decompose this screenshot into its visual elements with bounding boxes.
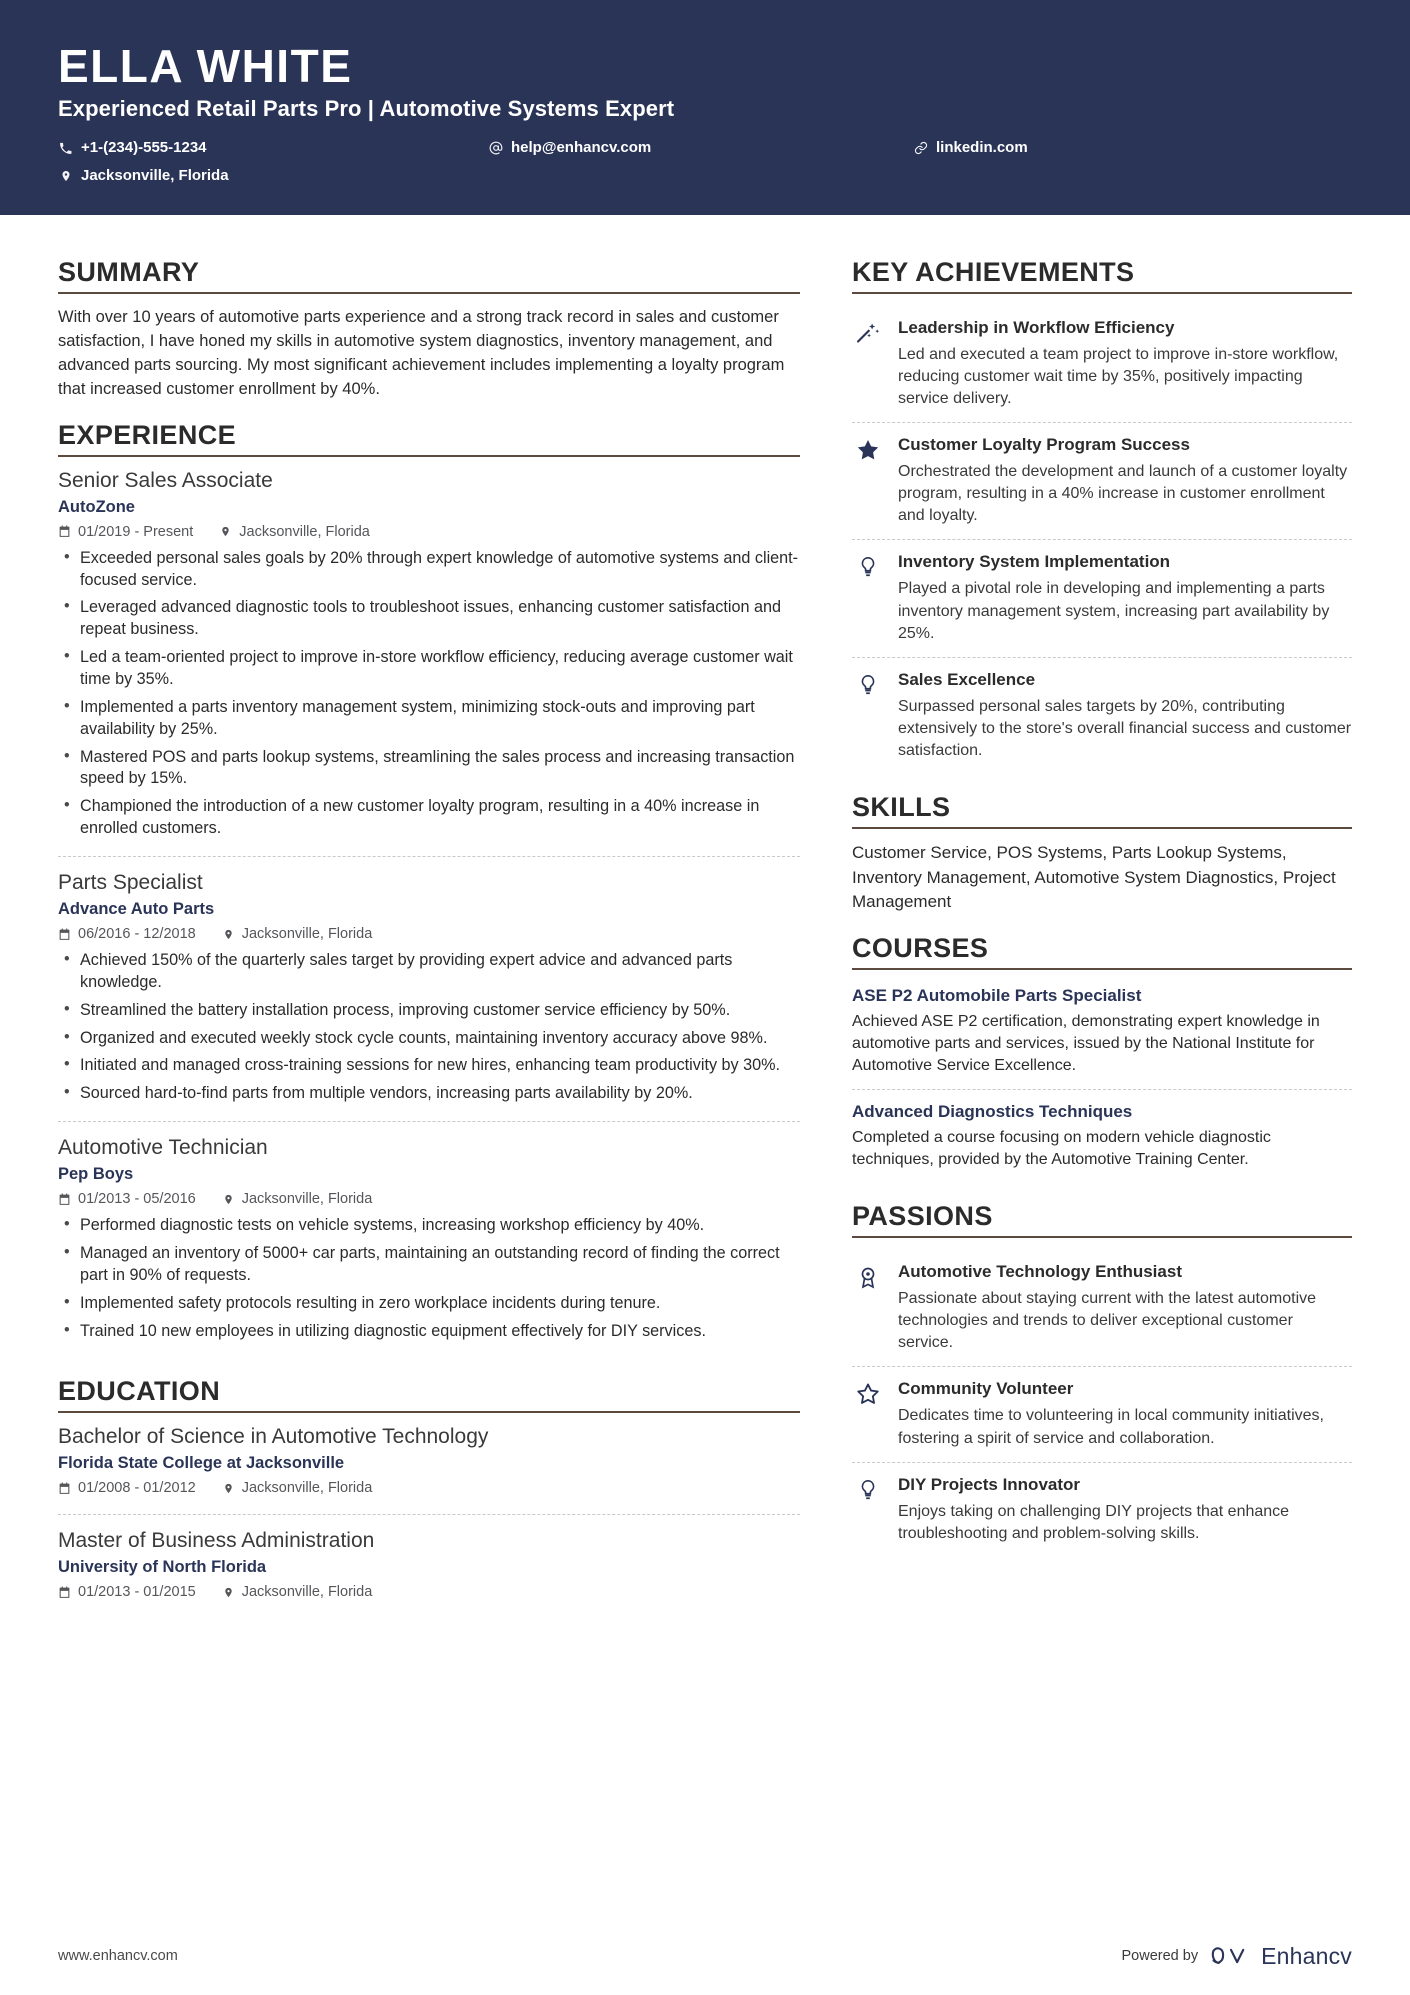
section-divider <box>852 1236 1352 1238</box>
key-achievements-section <box>852 257 1352 774</box>
achievement-title: Leadership in Workflow Efficiency <box>898 318 1175 337</box>
map-pin-icon <box>219 525 232 538</box>
job-location <box>219 524 370 540</box>
course-item <box>852 982 1352 1089</box>
list-item: • Leveraged advanced diagnostic tools to troubleshoot issues, enhancing customer satisfaction and repeat business. <box>80 597 800 641</box>
map-pin-icon <box>222 1482 235 1495</box>
education-meta <box>58 1480 800 1496</box>
school-name: University of North Florida <box>58 1558 267 1577</box>
achievement-description: Led and executed a team project to improve in-store workflow, reducing customer wait time by 35%, positively impacting service delivery. <box>898 346 1339 408</box>
education-dates <box>58 1584 196 1600</box>
powered-by <box>1122 1943 1353 1970</box>
list-item: • Streamlined the battery installation process, improving customer service efficiency by 50%. <box>80 1000 800 1022</box>
education-location-text: Jacksonville, Florida <box>241 1584 373 1601</box>
section-divider <box>58 455 800 457</box>
skills-list: Customer Service, POS Systems, Parts Lookup Systems, Inventory Management, Automotive System Diagnostics, Project Management <box>852 842 1336 912</box>
passions-section <box>852 1201 1352 1557</box>
experience-entry <box>58 469 800 856</box>
job-meta <box>58 524 800 540</box>
summary-text: With over 10 years of automotive parts experience and a strong track record in sales and customer satisfaction, I have honed my skills in automotive system diagnostics, inventory management, and advanced parts sourcing. My most significant achievement includes implementing a loyalty program that increased customer enrollment by 40%. <box>58 308 785 398</box>
job-dates <box>58 926 196 942</box>
magic-wand-icon <box>852 318 884 410</box>
lightbulb-icon <box>852 552 884 644</box>
list-item: • Championed the introduction of a new customer loyalty program, resulting in a 40% increase in enrolled customers. <box>80 796 800 840</box>
education-dates <box>58 1480 196 1496</box>
achievement-description: Surpassed personal sales targets by 20%, contributing extensively to the store's overall financial success and customer satisfaction. <box>898 697 1352 759</box>
calendar-icon <box>58 1482 71 1495</box>
calendar-icon <box>58 1193 71 1206</box>
course-title: Advanced Diagnostics Techniques <box>852 1102 1133 1122</box>
achievement-item <box>852 539 1352 656</box>
education-location-text: Jacksonville, Florida <box>241 1480 373 1497</box>
list-item: • Achieved 150% of the quarterly sales target by providing expert advice and advanced parts knowledge. <box>80 950 800 994</box>
list-item: • Implemented a parts inventory management system, minimizing stock-outs and improving part availability by 25%. <box>80 697 800 741</box>
job-role: Senior Sales Associate <box>58 468 273 492</box>
courses-section <box>852 933 1352 1183</box>
candidate-name: ELLA WHITE <box>58 40 353 92</box>
job-dates <box>58 1191 196 1207</box>
location-text: Jacksonville, Florida <box>81 167 229 185</box>
passion-title: Automotive Technology Enthusiast <box>898 1262 1182 1282</box>
passions-title: PASSIONS <box>852 1201 993 1232</box>
education-location <box>222 1584 373 1600</box>
phone-text: +1-(234)-555-1234 <box>81 139 207 157</box>
map-pin-icon <box>222 928 235 941</box>
contact-location <box>58 164 488 188</box>
degree-name: Bachelor of Science in Automotive Technology <box>58 1425 489 1449</box>
job-location <box>222 1191 373 1207</box>
education-section <box>58 1376 800 1618</box>
list-item: • Performed diagnostic tests on vehicle systems, increasing workshop efficiency by 40%. <box>80 1215 800 1237</box>
resume-footer <box>0 1917 1410 1995</box>
contact-info <box>58 136 1352 192</box>
section-divider <box>58 1411 800 1413</box>
list-item: • Initiated and managed cross-training sessions for new hires, enhancing team productivity by 30%. <box>80 1055 800 1077</box>
star-icon <box>852 435 884 527</box>
education-location <box>222 1480 373 1496</box>
enhancv-logo <box>1210 1943 1352 1970</box>
job-company: Advance Auto Parts <box>58 900 215 918</box>
contact-email[interactable] <box>488 136 913 160</box>
achievement-title: Sales Excellence <box>898 669 1036 689</box>
job-bullets <box>58 1215 800 1342</box>
education-dates-text: 01/2013 - 01/2015 <box>78 1584 196 1601</box>
experience-title: EXPERIENCE <box>58 419 237 450</box>
achievement-item <box>852 306 1352 422</box>
map-pin-icon <box>222 1193 235 1206</box>
job-dates <box>58 524 193 540</box>
job-location-text: Jacksonville, Florida <box>241 1191 373 1208</box>
website-text: linkedin.com <box>936 139 1028 157</box>
experience-entry <box>58 856 800 1121</box>
calendar-icon <box>58 525 71 538</box>
achievement-description: Orchestrated the development and launch of a customer loyalty program, resulting in a 40% increase in customer enrollment and loyalty. <box>898 463 1348 525</box>
left-column <box>58 239 800 1624</box>
school-name: Florida State College at Jacksonville <box>58 1454 345 1473</box>
calendar-icon <box>58 928 71 941</box>
summary-title: SUMMARY <box>58 257 200 287</box>
skills-title: SKILLS <box>852 791 951 822</box>
passion-title: Community Volunteer <box>898 1379 1074 1399</box>
map-pin-icon <box>222 1586 235 1599</box>
education-dates-text: 01/2008 - 01/2012 <box>78 1480 196 1497</box>
education-entry <box>58 1514 800 1618</box>
list-item: • Mastered POS and parts lookup systems, streamlining the sales process and increasing transaction speed by 15%. <box>80 747 800 791</box>
job-bullets <box>58 548 800 840</box>
job-dates-text: 01/2013 - 05/2016 <box>78 1191 196 1208</box>
education-meta <box>58 1584 800 1600</box>
list-item: • Organized and executed weekly stock cycle counts, maintaining inventory accuracy above 98%. <box>80 1028 800 1050</box>
brand-name: Enhancv <box>1261 1942 1352 1969</box>
achievement-item <box>852 657 1352 774</box>
skills-section <box>852 792 1352 915</box>
course-title: ASE P2 Automobile Parts Specialist <box>852 985 1142 1005</box>
achievement-item <box>852 422 1352 539</box>
job-company: AutoZone <box>58 497 135 516</box>
email-text: help@enhancv.com <box>511 139 652 157</box>
passion-title: DIY Projects Innovator <box>898 1474 1081 1494</box>
powered-by-label: Powered by <box>1121 1948 1199 1964</box>
summary-section <box>58 257 800 402</box>
lightbulb-icon <box>852 670 884 762</box>
job-location-text: Jacksonville, Florida <box>241 926 373 942</box>
section-divider <box>852 292 1352 294</box>
footer-website[interactable]: www.enhancv.com <box>58 1948 178 1964</box>
section-divider <box>852 827 1352 829</box>
list-item: • Implemented safety protocols resulting in zero workplace incidents during tenure. <box>80 1293 800 1315</box>
experience-entry <box>58 1121 800 1358</box>
section-divider <box>852 968 1352 970</box>
right-column <box>852 239 1352 1624</box>
passion-description: Passionate about staying current with the latest automotive technologies and trends to deliver exceptional customer service. <box>898 1290 1317 1352</box>
calendar-icon <box>58 1586 71 1599</box>
passion-item <box>852 1462 1352 1557</box>
job-meta <box>58 926 800 942</box>
course-item <box>852 1089 1352 1183</box>
at-sign-icon <box>488 141 503 155</box>
passion-description: Dedicates time to volunteering in local community initiatives, fostering a spirit of service and collaboration. <box>898 1407 1324 1447</box>
resume-body <box>0 215 1410 1624</box>
job-meta <box>58 1191 800 1207</box>
job-location-text: Jacksonville, Florida <box>239 523 370 540</box>
job-location <box>222 926 373 942</box>
award-badge-icon <box>852 1262 884 1354</box>
achievement-title: Customer Loyalty Program Success <box>898 435 1190 455</box>
phone-icon <box>58 142 73 155</box>
education-entry <box>58 1425 800 1514</box>
map-pin-icon <box>58 169 73 183</box>
job-dates-text: 06/2016 - 12/2018 <box>78 926 196 942</box>
passion-description: Enjoys taking on challenging DIY projects that enhance troubleshooting and problem-solving skills. <box>898 1502 1290 1542</box>
list-item: • Managed an inventory of 5000+ car parts, maintaining an outstanding record of finding the correct part in 90% of requests. <box>80 1243 800 1287</box>
list-item: • Sourced hard-to-find parts from multiple vendors, increasing parts availability by 20%. <box>80 1083 800 1105</box>
list-item: • Trained 10 new employees in utilizing diagnostic equipment effectively for DIY services. <box>80 1321 800 1343</box>
courses-title: COURSES <box>852 932 989 963</box>
job-role: Parts Specialist <box>58 871 203 894</box>
job-role: Automotive Technician <box>58 1136 268 1160</box>
list-item: • Exceeded personal sales goals by 20% through expert knowledge of automotive systems and client-focused service. <box>80 548 800 592</box>
link-icon <box>913 141 928 155</box>
job-bullets <box>58 950 800 1105</box>
list-item: • Led a team-oriented project to improve in-store workflow efficiency, reducing average customer wait time by 35%. <box>80 647 800 691</box>
lightbulb-icon <box>852 1475 884 1545</box>
section-divider <box>58 292 800 294</box>
resume-header <box>0 0 1410 215</box>
passion-item <box>852 1366 1352 1461</box>
achievement-description: Played a pivotal role in developing and implementing a parts inventory management system, increasing part availability by 25%. <box>898 580 1330 642</box>
contact-website[interactable] <box>913 136 1352 160</box>
passion-item <box>852 1250 1352 1366</box>
candidate-headline: Experienced Retail Parts Pro | Automotive Systems Expert <box>58 96 675 122</box>
job-company: Pep Boys <box>58 1165 134 1184</box>
achievement-title: Inventory System Implementation <box>898 552 1171 572</box>
star-icon <box>852 1379 884 1449</box>
key-achievements-title: KEY ACHIEVEMENTS <box>852 257 1135 287</box>
contact-phone[interactable] <box>58 136 488 160</box>
course-description: Completed a course focusing on modern vehicle diagnostic techniques, provided by the Automotive Training Center. <box>852 1129 1271 1169</box>
job-dates-text: 01/2019 - Present <box>78 523 194 540</box>
degree-name: Master of Business Administration <box>58 1529 375 1553</box>
education-title: EDUCATION <box>58 1376 221 1407</box>
experience-section <box>58 420 800 1359</box>
course-description: Achieved ASE P2 certification, demonstrating expert knowledge in automotive parts and services, issued by the National Institute for Automotive Service Excellence. <box>852 1012 1320 1075</box>
